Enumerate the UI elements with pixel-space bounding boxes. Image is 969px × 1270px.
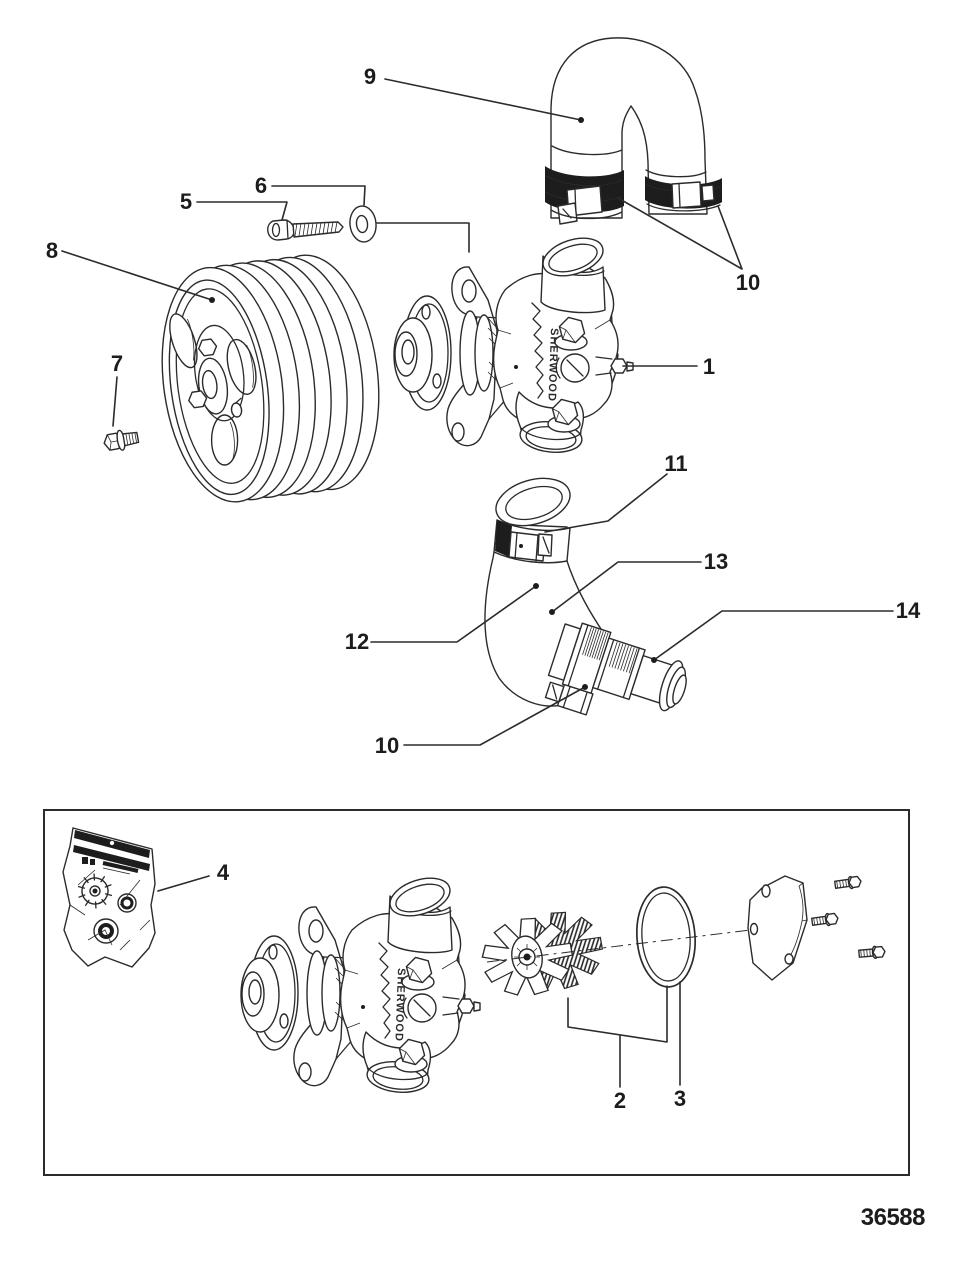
callout-11-label: 11 [664,451,688,476]
drawing-number: 36588 [860,1204,925,1231]
callout-8-label: 8 [45,238,59,263]
pump-item-1 [394,231,633,455]
callout-1 [623,354,715,379]
callout-13-label: 13 [703,549,729,574]
callout-2 [568,986,667,1113]
pulley [148,246,393,510]
callout-4 [158,860,230,891]
callout-8 [46,238,215,303]
outlet-fitting-assembly [540,618,694,741]
callout-10-bottom-label: 10 [374,733,400,758]
pump-cover-plate [748,876,807,980]
kit-bag [63,828,155,967]
callout-10-top-label: 10 [735,270,761,295]
callout-7 [111,351,123,426]
callout-14-label: 14 [895,598,921,623]
drain-plug [102,428,139,454]
callout-9 [364,64,584,123]
callout-4-label: 4 [216,860,230,885]
callout-7-label: 7 [110,351,124,376]
callout-6-label: 6 [254,173,268,198]
o-ring [634,885,699,989]
callout-3 [674,982,686,1111]
impeller [477,906,608,1003]
pulley-washer [348,205,378,244]
cover-screw-2 [811,912,838,928]
callout-2-label: 2 [613,1088,627,1113]
callout-3-label: 3 [673,1086,687,1111]
callout-9-label: 9 [363,64,377,89]
callout-1-label: 1 [702,354,716,379]
pump-in-kit [241,871,480,1095]
callout-12-label: 12 [344,629,370,654]
callout-5 [180,189,287,220]
cover-screw-1 [834,875,861,891]
cover-screw-3 [859,945,886,959]
kit-box-border [44,810,909,1175]
callout-14 [651,598,921,663]
pulley-screw [268,220,343,240]
callout-5-label: 5 [179,189,193,214]
